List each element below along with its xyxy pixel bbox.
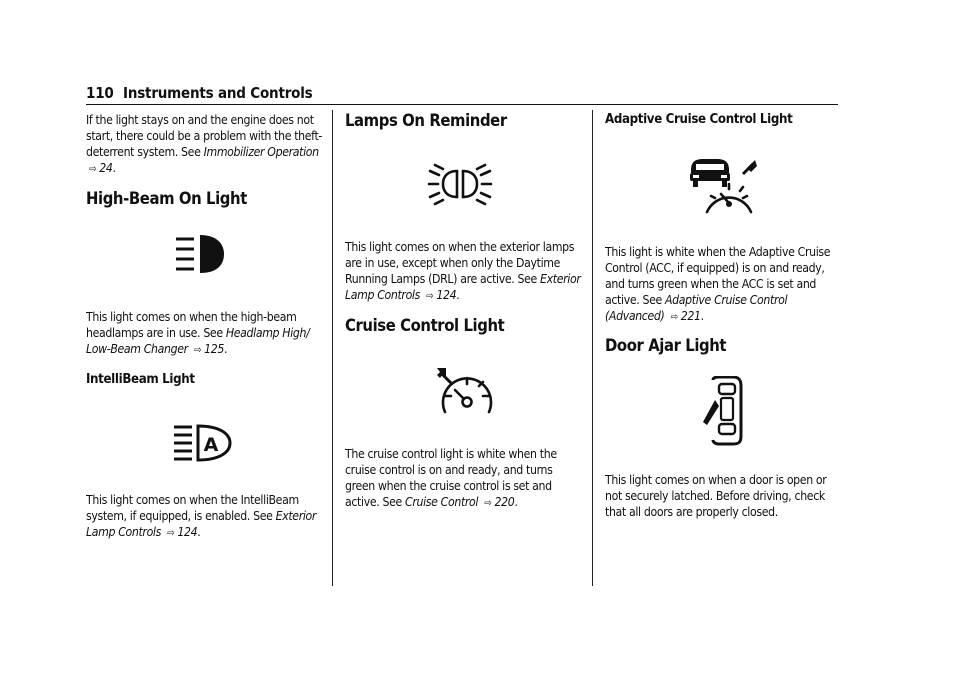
immobilizer-link[interactable]: Immobilizer Operation xyxy=(203,145,319,159)
high-beam-icon xyxy=(86,209,322,309)
exterior-lamp-link[interactable]: Exterior Lamp Controls xyxy=(86,509,317,539)
column-divider xyxy=(332,110,333,586)
door-ajar-icon xyxy=(605,356,841,472)
cruise-control-icon xyxy=(345,336,581,446)
adaptive-cruise-heading: Adaptive Cruise Control Light xyxy=(605,112,793,127)
page-pointer-icon: ⇨ xyxy=(193,345,202,356)
intellibeam-paragraph: This light comes on when the IntelliBeam system, if equipped, is enabled. See Exterior Lamp Controls ⇨ 124. xyxy=(86,493,317,539)
column-2 xyxy=(345,110,581,512)
high-beam-paragraph: This light comes on when the high-beam headlamps are in use. See Headlamp High/ Low-Beam Changer ⇨ 125. xyxy=(86,310,310,356)
page-ref[interactable]: 124 xyxy=(177,525,198,539)
page-number: 110 xyxy=(86,84,114,102)
lamps-on-icon xyxy=(345,131,581,239)
page-ref[interactable]: 24 xyxy=(99,161,113,175)
lamps-on-heading: Lamps On Reminder xyxy=(345,111,507,130)
page-ref[interactable]: 124 xyxy=(436,288,457,302)
lamps-on-paragraph: This light comes on when the exterior lamps are in use, except when only the Daytime Running Lamps (DRL) are active. See Exterior Lamp Controls ⇨ 124. xyxy=(345,240,581,302)
page-pointer-icon: ⇨ xyxy=(167,528,175,539)
page-header xyxy=(86,82,838,105)
intellibeam-letter: A xyxy=(203,434,219,456)
column-1 xyxy=(86,110,322,542)
page-ref[interactable]: 221 xyxy=(680,309,701,323)
door-ajar-heading: Door Ajar Light xyxy=(605,336,727,355)
column-divider xyxy=(592,110,593,586)
headlamp-changer-link[interactable]: Headlamp High/ Low-Beam Changer xyxy=(86,326,310,356)
page-pointer-icon: ⇨ xyxy=(89,164,97,175)
intellibeam-heading: IntelliBeam Light xyxy=(86,372,195,387)
column-3 xyxy=(605,110,841,520)
page-ref[interactable]: 220 xyxy=(494,495,515,509)
page-pointer-icon: ⇨ xyxy=(426,291,434,302)
exterior-lamp-link[interactable]: Exterior Lamp Controls xyxy=(345,272,581,302)
cruise-control-link[interactable]: Cruise Control xyxy=(405,495,479,509)
high-beam-heading: High-Beam On Light xyxy=(86,189,247,208)
page-ref[interactable]: 125 xyxy=(204,342,225,356)
adaptive-cruise-paragraph: This light is white when the Adaptive Cruise Control (ACC, if equipped) is on and ready, and turns green when the ACC is set and active. See Adaptive Cruise Control (Advanced) ⇨ 221. xyxy=(605,245,831,323)
door-ajar-paragraph: This light comes on when a door is open or not securely latched. Before driving, check that all doors are properly closed. xyxy=(605,473,827,519)
page-pointer-icon: ⇨ xyxy=(484,498,492,509)
page-pointer-icon: ⇨ xyxy=(670,312,678,323)
intellibeam-icon xyxy=(86,388,322,492)
intro-paragraph: If the light stays on and the engine does not start, there could be a problem with the theft-deterrent system. See Immobilizer Operation ⇨ 24. xyxy=(86,113,323,175)
cruise-control-paragraph: The cruise control light is white when the cruise control is on and ready, and turns green when the cruise control is set and active. See Cruise Control ⇨ 220. xyxy=(345,447,557,509)
cruise-control-heading: Cruise Control Light xyxy=(345,316,505,335)
adaptive-cruise-link[interactable]: Adaptive Cruise Control (Advanced) xyxy=(605,293,788,323)
header-title: Instruments and Controls xyxy=(123,84,313,102)
adaptive-cruise-icon xyxy=(605,128,841,244)
